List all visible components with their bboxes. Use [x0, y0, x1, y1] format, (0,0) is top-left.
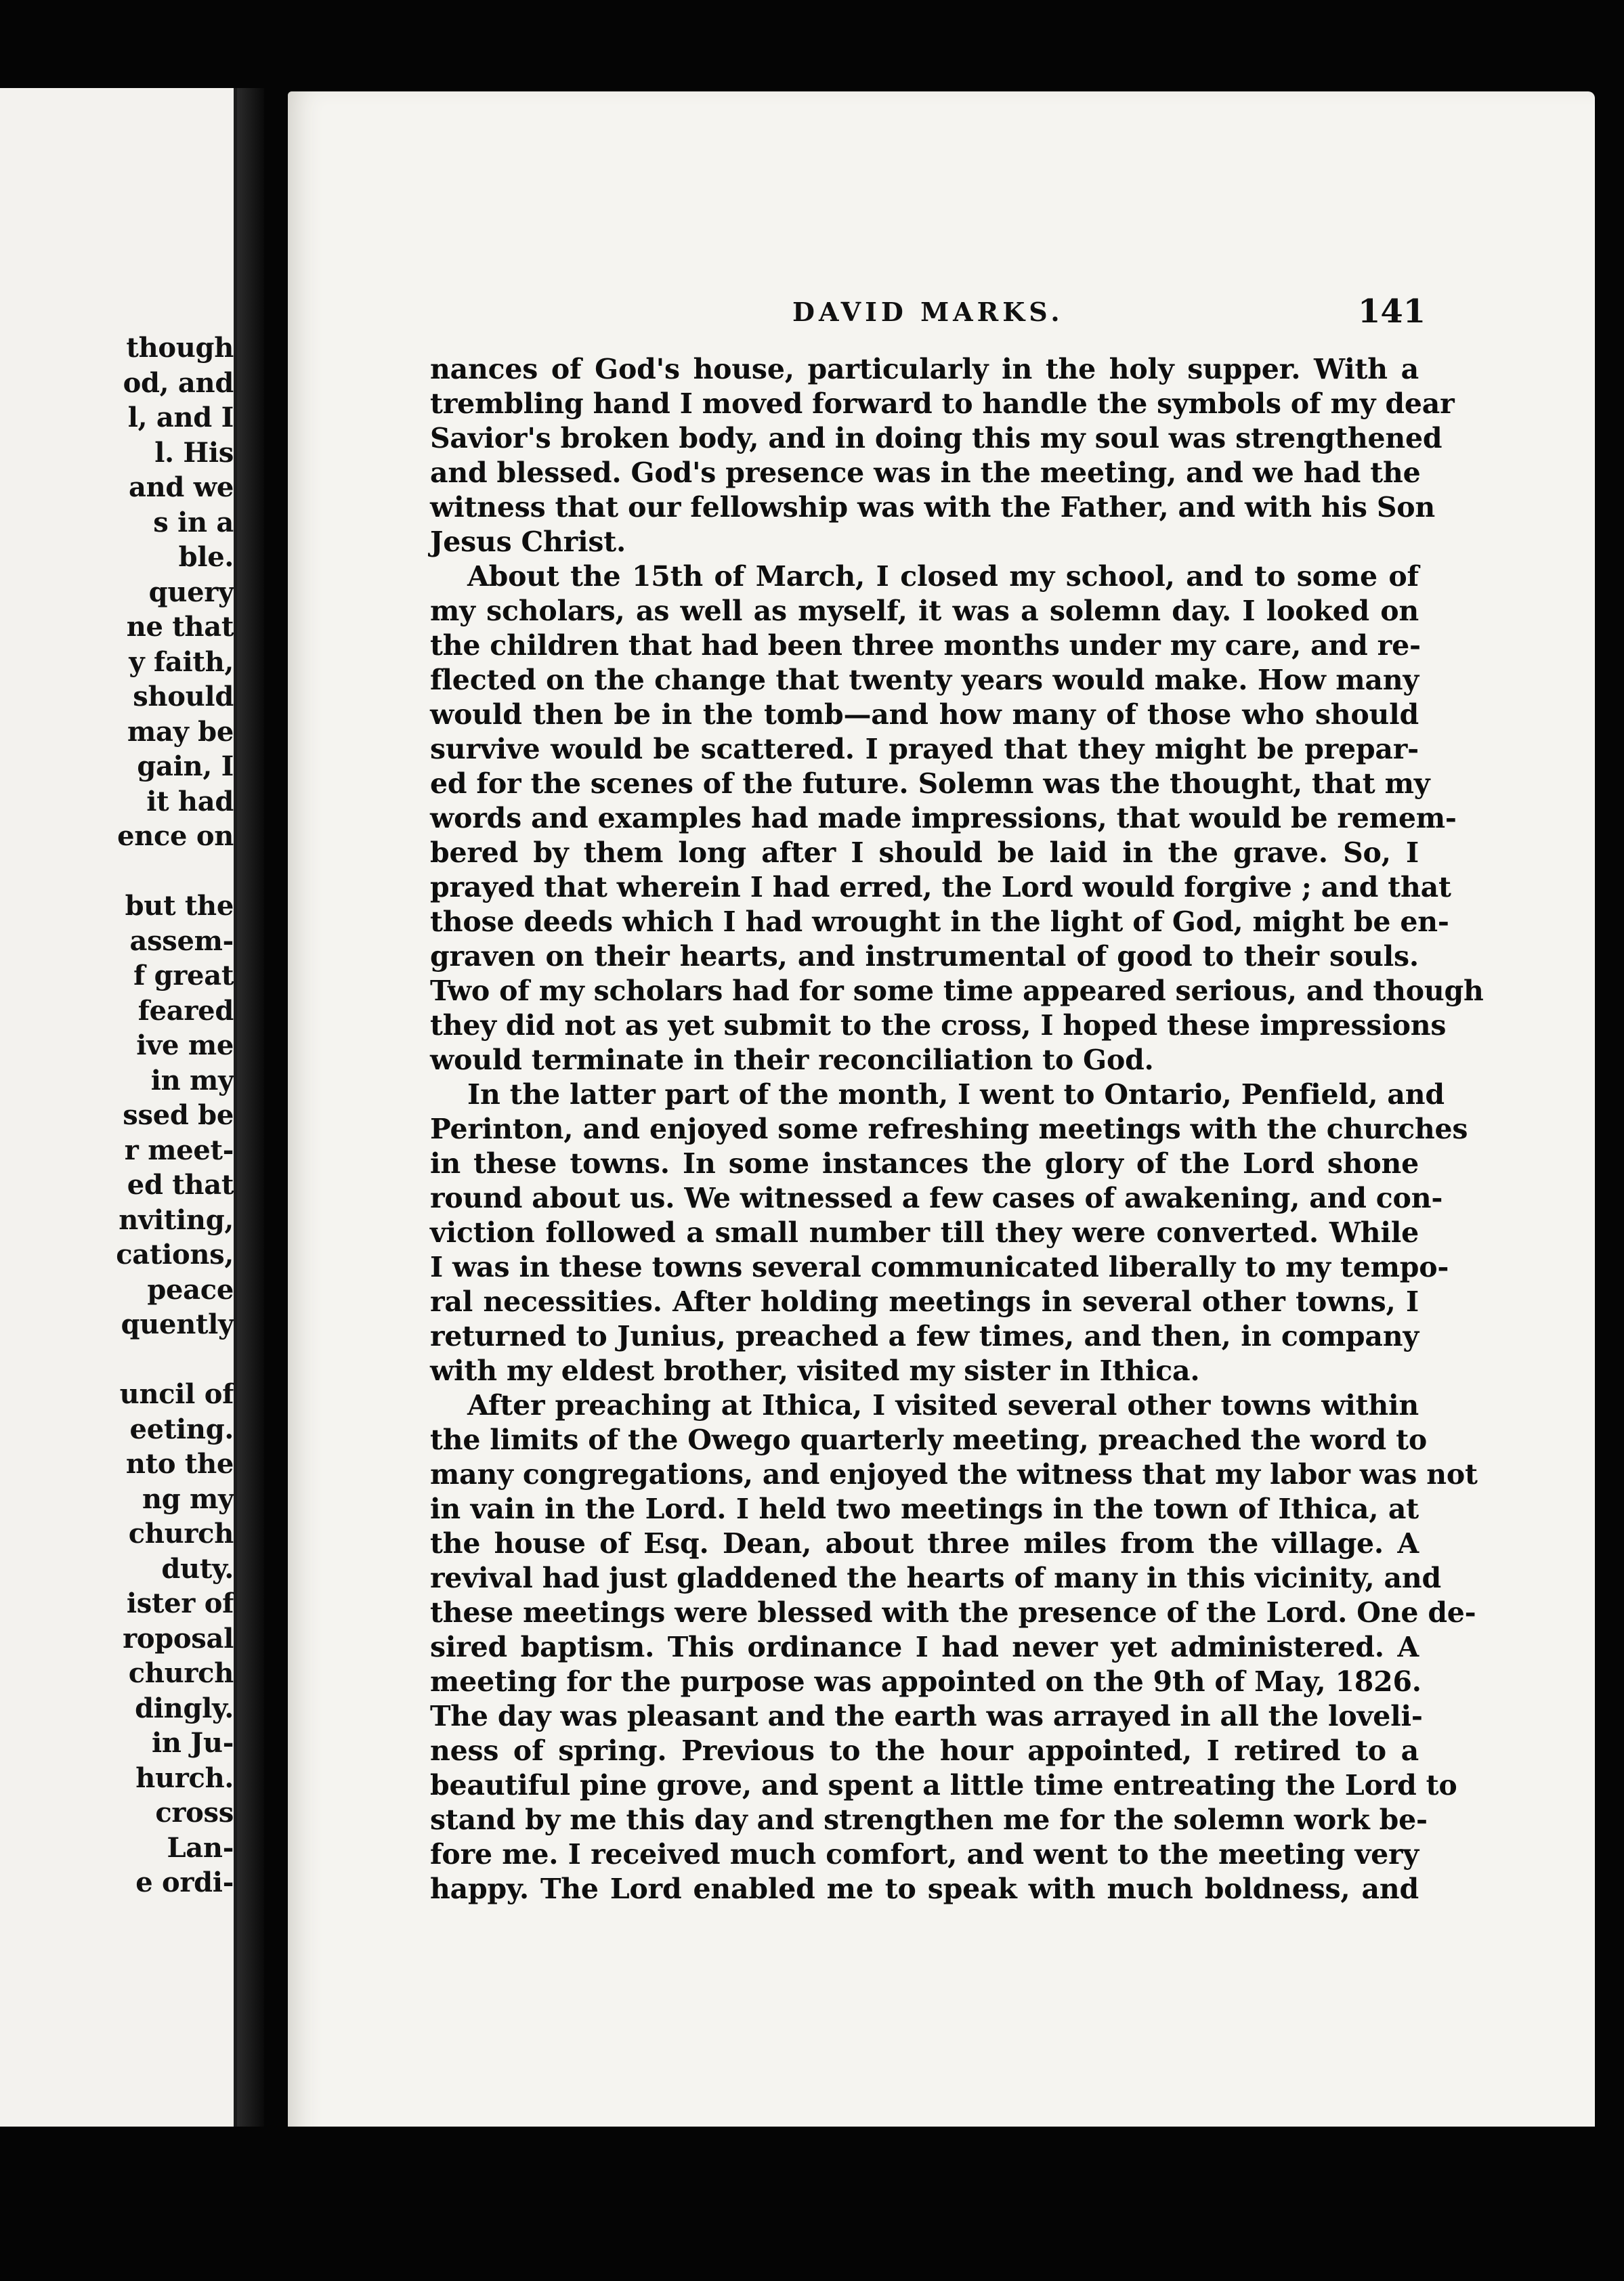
left-page-line: e ordi- [135, 1867, 234, 1898]
left-page-line: cross [155, 1797, 234, 1829]
left-page-line: may be [127, 715, 234, 748]
text-line: Jesus Christ. [430, 526, 626, 558]
text-line: ness of spring. Previous to the hour appointed, I retired to a [430, 1734, 1419, 1767]
text-line: stand by me this day and strengthen me for the solemn work be- [430, 1804, 1428, 1836]
text-line: ed for the scenes of the future. Solemn was the thought, that my [430, 767, 1430, 800]
left-page-line: eeting. [129, 1413, 234, 1445]
right-page [288, 91, 1595, 2184]
text-line: About the 15th of March, I closed my school, and to some of [467, 560, 1419, 593]
text-line: graven on their hearts, and instrumental of good to their souls. [430, 940, 1419, 973]
text-line: trembling hand I moved forward to handle the symbols of my dear [430, 387, 1455, 420]
left-page-line: ne that [126, 611, 234, 643]
text-line: would terminate in their reconciliation to God. [430, 1044, 1154, 1076]
book-gutter [237, 88, 264, 2127]
left-page-line: ng my [142, 1483, 234, 1515]
text-line: ral necessities. After holding meetings in several other towns, I [430, 1285, 1419, 1318]
left-page-line: s in a [153, 506, 234, 538]
text-line: beautiful pine grove, and spent a little time entreating the Lord to [430, 1769, 1457, 1802]
left-page-line: but the [125, 890, 234, 922]
left-page-line: though [126, 332, 234, 364]
text-line: prayed that wherein I had erred, the Lord would forgive ; and that [430, 871, 1451, 903]
left-page-line: y faith, [129, 645, 234, 678]
text-line: returned to Junius, preached a few times, and then, in company [430, 1320, 1419, 1352]
left-page-line: church [128, 1657, 234, 1689]
left-page-line: ssed be [123, 1099, 234, 1131]
text-line: nances of God's house, particularly in the holy supper. With a [430, 353, 1419, 385]
left-page-line: od, and [123, 366, 234, 399]
left-page-line: dingly. [135, 1692, 234, 1724]
text-line: with my eldest brother, visited my sister in Ithica. [430, 1355, 1200, 1387]
left-page-line: in my [150, 1064, 234, 1096]
text-line: round about us. We witnessed a few cases of awakening, and con- [430, 1182, 1443, 1214]
text-line: After preaching at Ithica, I visited several other towns within [467, 1389, 1419, 1422]
text-line: happy. The Lord enabled me to speak with much boldness, and [430, 1873, 1419, 1905]
text-line: in vain in the Lord. I held two meetings in the town of Ithica, at [430, 1493, 1419, 1525]
left-page-line: it had [146, 785, 234, 817]
text-line: Perinton, and enjoyed some refreshing meetings with the churches [430, 1113, 1468, 1145]
running-title: DAVID MARKS. [792, 297, 1064, 327]
left-page-line: church [128, 1518, 234, 1550]
text-line: they did not as yet submit to the cross, I hoped these impressions [430, 1009, 1447, 1042]
left-page-line: nto the [125, 1448, 234, 1480]
text-line: viction followed a small number till they were converted. While [430, 1216, 1419, 1249]
text-line: fore me. I received much comfort, and went to the meeting very [430, 1838, 1419, 1871]
text-line: sired baptism. This ordinance I had never yet administered. A [430, 1631, 1419, 1663]
left-page-line: gain, I [137, 750, 234, 782]
text-line: revival had just gladdened the hearts of many in this vicinity, and [430, 1562, 1441, 1594]
scanner-bottom-edge [234, 2127, 1624, 2281]
left-page-line: query [148, 576, 234, 608]
left-page-line: f great [133, 960, 234, 992]
text-line: would then be in the tomb—and how many of those who should [430, 698, 1419, 731]
left-page-line: ed that [127, 1169, 234, 1201]
left-page-line: nviting, [119, 1203, 234, 1236]
text-line: many congregations, and enjoyed the witness that my labor was not [430, 1458, 1478, 1491]
left-page-line: ive me [136, 1029, 234, 1061]
text-line: those deeds which I had wrought in the light of God, might be en- [430, 905, 1449, 938]
text-line: the children that had been three months under my care, and re- [430, 629, 1421, 662]
left-page-line: quently [121, 1308, 234, 1340]
text-line: meeting for the purpose was appointed on the 9th of May, 1826. [430, 1665, 1422, 1698]
left-facing-page [0, 88, 240, 2127]
text-line: witness that our fellowship was with the Father, and with his Son [430, 491, 1435, 524]
left-page-line: ble. [178, 541, 234, 573]
left-page-line: peace [147, 1273, 234, 1306]
left-page-line: l, and I [127, 402, 234, 433]
text-line: I was in these towns several communicated liberally to my tempo- [430, 1251, 1449, 1283]
left-page-line: duty. [161, 1552, 234, 1585]
page-number: 141 [1358, 293, 1426, 331]
left-page-line: should [133, 681, 234, 712]
text-line: In the latter part of the month, I went to Ontario, Penfield, and [467, 1078, 1445, 1111]
left-page-line: ister of [126, 1587, 234, 1619]
left-page-line: ence on [117, 820, 234, 852]
left-page-line: r meet- [124, 1134, 234, 1166]
text-line: the house of Esq. Dean, about three miles from the village. A [430, 1527, 1419, 1560]
left-page-line: roposal [123, 1622, 234, 1655]
text-line: flected on the change that twenty years would make. How many [430, 664, 1419, 696]
text-line: and blessed. God's presence was in the meeting, and we had the [430, 456, 1421, 489]
running-head [288, 293, 1595, 337]
text-line: my scholars, as well as myself, it was a solemn day. I looked on [430, 595, 1419, 627]
left-page-line: assem- [129, 924, 234, 957]
body-text [430, 352, 1484, 1906]
left-page-line: in Ju- [151, 1727, 234, 1759]
text-line: bered by them long after I should be laid in the grave. So, I [430, 836, 1419, 869]
text-line: Savior's broken body, and in doing this my soul was strengthened [430, 422, 1443, 454]
left-page-line: uncil of [119, 1378, 234, 1410]
left-page-line: cations, [116, 1239, 234, 1271]
text-line: these meetings were blessed with the presence of the Lord. One de- [430, 1596, 1476, 1629]
text-line: in these towns. In some instances the glory of the Lord shone [430, 1147, 1419, 1180]
text-line: Two of my scholars had for some time appeared serious, and though [430, 975, 1484, 1007]
left-page-line: l. His [154, 436, 234, 469]
text-line: words and examples had made impressions, that would be remem- [430, 802, 1457, 834]
left-page-line: Lan- [167, 1831, 234, 1864]
left-page-line: feared [137, 994, 234, 1027]
text-line: The day was pleasant and the earth was arrayed in all the loveli- [430, 1700, 1423, 1732]
left-page-line: hurch. [135, 1762, 234, 1794]
text-line: the limits of the Owego quarterly meeting, preached the word to [430, 1424, 1427, 1456]
text-line: survive would be scattered. I prayed that they might be prepar- [430, 733, 1419, 765]
left-page-line: and we [129, 471, 234, 503]
